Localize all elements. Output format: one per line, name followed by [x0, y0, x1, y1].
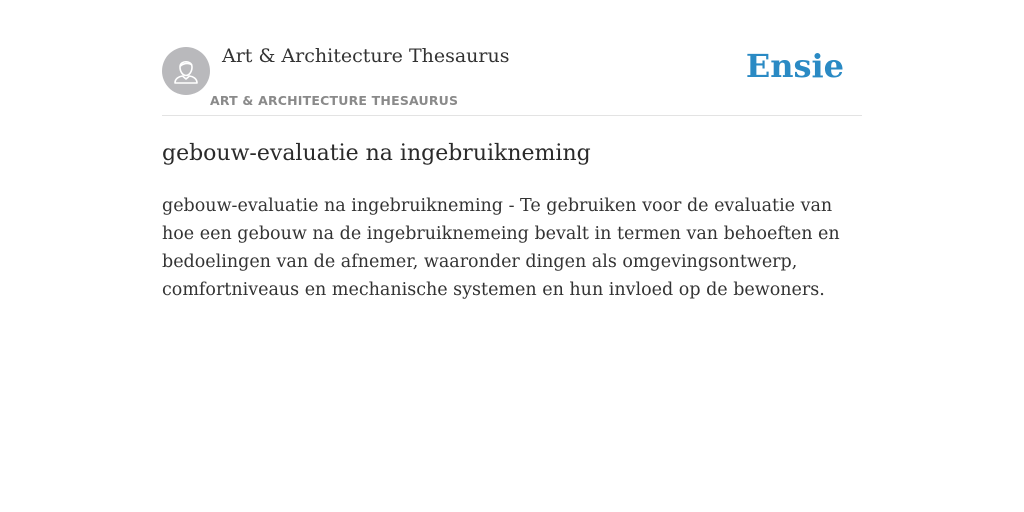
source-title[interactable]: Art & Architecture Thesaurus — [222, 45, 510, 67]
entry-header — [162, 0, 862, 116]
source-subtitle[interactable]: ART & ARCHITECTURE THESAURUS — [210, 93, 459, 108]
ensie-logo[interactable]: Ensie — [745, 47, 844, 85]
user-silhouette-icon — [162, 47, 210, 95]
entry-definition: gebouw-evaluatie na ingebruikneming - Te gebruiken voor de evaluatie van hoe een gebouw na de ingebruiknemeing bevalt in termen van behoeften en bedoelingen van de afnemer, waaronder dingen als omgevingsontwerp, comfortniveaus en mechanische systemen en hun invloed op de bewoners. — [162, 196, 840, 300]
entry-term: gebouw-evaluatie na ingebruikneming — [162, 141, 591, 166]
avatar[interactable] — [162, 47, 210, 95]
entry-card — [162, 0, 862, 304]
